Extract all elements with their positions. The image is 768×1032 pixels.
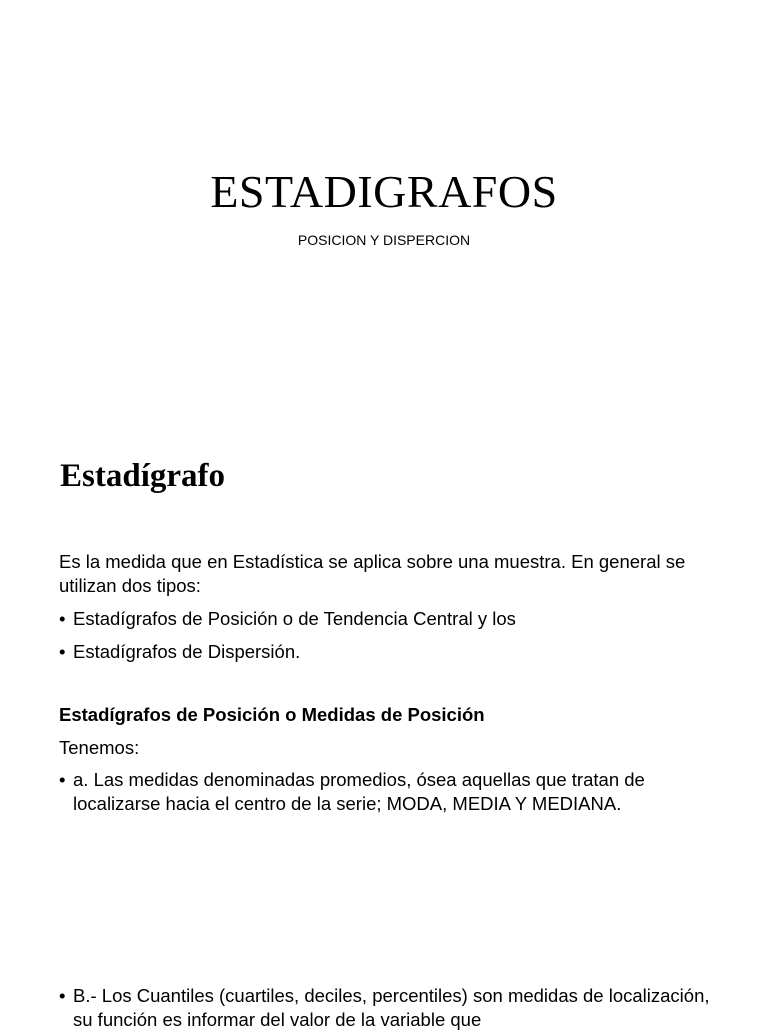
bullet-item xyxy=(59,640,719,664)
slide-subtitle: POSICION Y DISPERCION xyxy=(297,232,471,248)
intro-paragraph: Es la medida que en Estadística se aplica sobre una muestra. En general se utilizan dos tipos: xyxy=(59,551,686,596)
slide-title: ESTADIGRAFOS xyxy=(210,166,558,217)
tenemos-text: Tenemos: xyxy=(59,737,140,758)
bullet-text: Estadígrafos de Dispersión. xyxy=(73,641,301,662)
bullet-marker: • xyxy=(59,769,66,790)
bullet-text: Estadígrafos de Posición o de Tendencia Central y los xyxy=(73,608,516,629)
bullet-item xyxy=(59,984,719,1032)
bullet-text: B.- Los Cuantiles (cuartiles, deciles, percentiles) son medidas de localización, su función es informar del valor de la variable que xyxy=(73,985,710,1030)
title-slide xyxy=(0,0,768,420)
bullet-marker: • xyxy=(59,985,66,1006)
content-slide xyxy=(0,420,768,1030)
bullet-marker: • xyxy=(59,608,66,629)
slide-heading: Estadígrafo xyxy=(60,458,225,494)
bullet-item xyxy=(59,607,719,631)
bullet-marker: • xyxy=(59,641,66,662)
section-heading: Estadígrafos de Posición o Medidas de Posición xyxy=(59,704,485,725)
bullet-item xyxy=(59,768,719,816)
bullet-text: a. Las medidas denominadas promedios, ósea aquellas que tratan de localizarse hacia el centro de la serie; MODA, MEDIA Y MEDIANA. xyxy=(73,769,645,814)
